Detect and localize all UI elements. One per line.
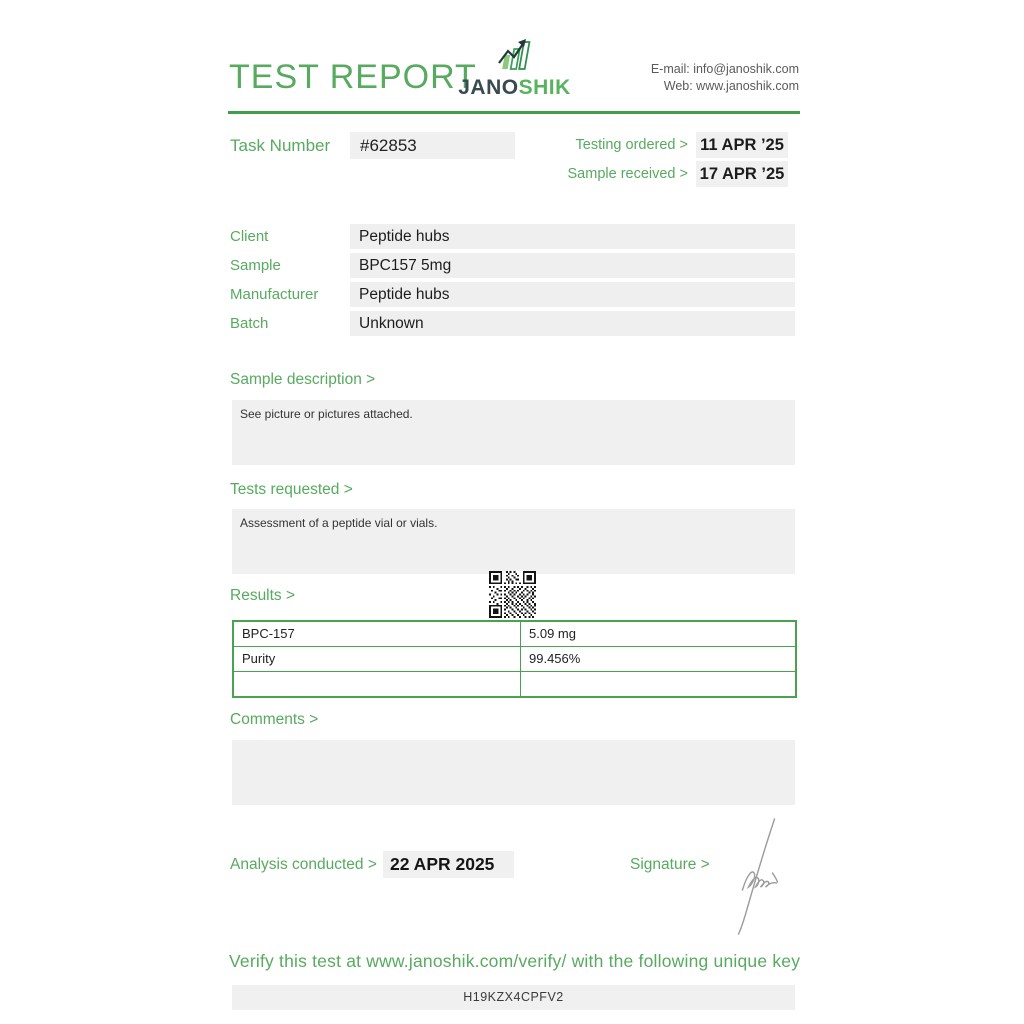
results-table (232, 620, 797, 698)
client-label: Client (230, 228, 269, 245)
sample-value: BPC157 5mg (350, 253, 795, 278)
tests-requested-box (232, 509, 795, 574)
testing-ordered-label: Testing ordered > (575, 137, 688, 153)
logo-shik-text: SHIK (518, 76, 571, 99)
sample-received-label: Sample received > (567, 166, 688, 182)
signature-scribble (716, 816, 794, 936)
result-name: Purity (234, 647, 521, 671)
web-line: Web: www.janoshik.com (663, 79, 799, 93)
result-value: 5.09 mg (529, 626, 576, 641)
contact-info (651, 61, 799, 95)
task-number-value: #62853 (350, 132, 515, 159)
table-row (234, 622, 795, 646)
task-number-label: Task Number (230, 136, 331, 155)
sample-description-label: Sample description > (230, 371, 376, 388)
logo-jano-text: JANO (458, 76, 519, 99)
analysis-date: 22 APR 2025 (383, 851, 514, 878)
qr-code-icon (489, 571, 536, 618)
result-name: BPC-157 (234, 622, 521, 646)
logo-wordmark (452, 76, 577, 100)
results-label: Results > (230, 587, 296, 604)
batch-label: Batch (230, 315, 269, 332)
client-value: Peptide hubs (350, 224, 795, 249)
sample-description-box (232, 400, 795, 465)
sample-label: Sample (230, 257, 281, 274)
tests-requested-text: Assessment of a peptide vial or vials. (240, 516, 438, 530)
table-row (234, 671, 795, 696)
tests-requested-label: Tests requested > (230, 481, 353, 498)
bar-chart-growth-icon (489, 36, 541, 70)
page-title: TEST REPORT (229, 58, 477, 96)
manufacturer-label: Manufacturer (230, 286, 319, 303)
comments-label: Comments > (230, 711, 319, 728)
comments-box (232, 740, 795, 805)
unique-key: H19KZX4CPFV2 (232, 985, 795, 1010)
email-line: E-mail: info@janoshik.com (650, 62, 799, 76)
result-value: 99.456% (529, 651, 581, 666)
result-name (234, 672, 521, 696)
analysis-conducted-label: Analysis conducted > (230, 856, 377, 873)
sample-description-text: See picture or pictures attached. (240, 407, 413, 421)
sample-received-value: 17 APR ’25 (696, 161, 788, 187)
manufacturer-value: Peptide hubs (350, 282, 795, 307)
header-divider (228, 111, 800, 114)
janoshik-logo (452, 36, 577, 100)
result-value (521, 672, 795, 696)
testing-ordered-value: 11 APR ’25 (696, 132, 788, 158)
signature-label: Signature > (630, 856, 710, 873)
batch-value: Unknown (350, 311, 795, 336)
table-row (234, 646, 795, 671)
verify-instruction: Verify this test at www.janoshik.com/verify/ with the following unique key (229, 951, 801, 971)
